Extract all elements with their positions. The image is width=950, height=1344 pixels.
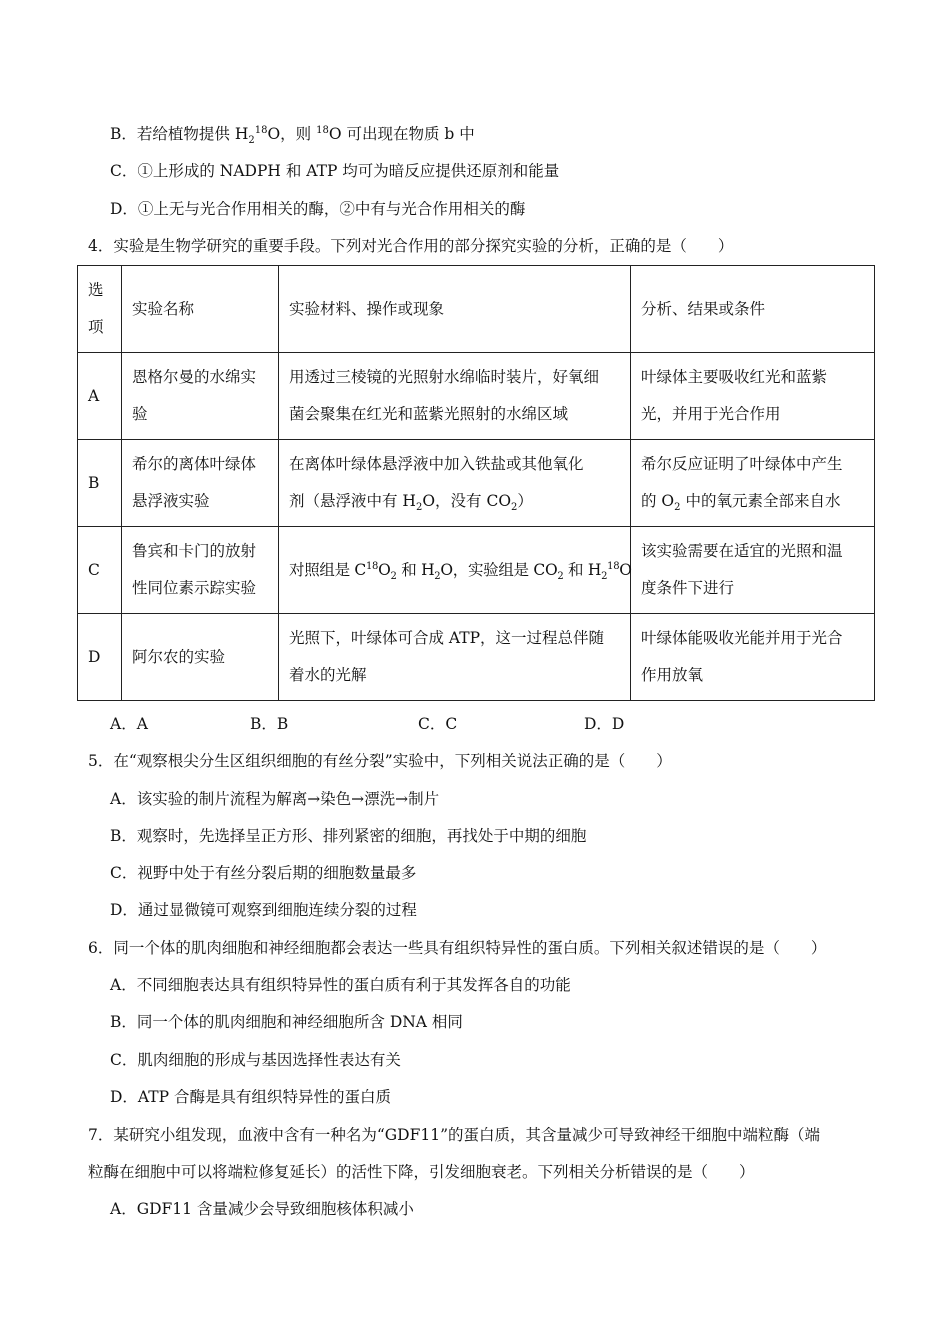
header-option: 选 项 — [78, 266, 122, 353]
answer-option: D．D — [584, 715, 625, 733]
table-row — [78, 353, 875, 440]
q6-option: C．肌肉细胞的形成与基因选择性表达有关 — [110, 1051, 401, 1069]
row-material: 用透过三棱镜的光照射水绵临时装片，好氧细 菌会聚集在红光和蓝紫光照射的水绵区域 — [279, 353, 631, 440]
q7-option: A．GDF11 含量减少会导致细胞核体积减小 — [110, 1200, 414, 1218]
answer-option: C．C — [418, 715, 458, 733]
row-option: C — [78, 527, 122, 614]
row-analysis: 叶绿体主要吸收红光和蓝紫 光，并用于光合作用 — [631, 353, 875, 440]
q5-option: D．通过显微镜可观察到细胞连续分裂的过程 — [110, 901, 417, 919]
experiment-table — [77, 265, 875, 701]
row-material: 对照组是 $C^{18}O_2$ 和 $H_2O$，实验组是 $CO_2$ 和 $H_2^{18}O$ — [279, 527, 631, 614]
row-analysis: 叶绿体能吸收光能并用于光合 作用放氧 — [631, 614, 875, 701]
q4-answer-options — [0, 714, 950, 734]
row-material: 光照下，叶绿体可合成 ATP，这一过程总伴随 着水的光解 — [279, 614, 631, 701]
q4-stem: 4．实验是生物学研究的重要手段。下列对光合作用的部分探究实验的分析，正确的是（ ） — [88, 237, 734, 255]
row-name: 恩格尔曼的水绵实 验 — [122, 353, 279, 440]
q6-option: B．同一个体的肌肉细胞和神经细胞所含 DNA 相同 — [110, 1013, 463, 1031]
header-analysis: 分析、结果或条件 — [631, 266, 875, 353]
q6-stem: 6．同一个体的肌肉细胞和神经细胞都会表达一些具有组织特异性的蛋白质。下列相关叙述错误的是（ ） — [88, 939, 827, 957]
answer-option: B．B — [250, 715, 289, 733]
table-row — [78, 614, 875, 701]
row-name: 希尔的离体叶绿体 悬浮液实验 — [122, 440, 279, 527]
table-row — [78, 440, 875, 527]
q6-option: A．不同细胞表达具有组织特异性的蛋白质有利于其发挥各自的功能 — [110, 976, 571, 994]
row-analysis: 希尔反应证明了叶绿体中产生 的 $O_2$ 中的氧元素全部来自水 — [631, 440, 875, 527]
q7-stem-line1: 7．某研究小组发现，血液中含有一种名为“GDF11”的蛋白质，其含量减少可导致神经干细胞中端粒酶（端 — [88, 1126, 820, 1144]
table-row — [78, 527, 875, 614]
q5-option: B．观察时，先选择呈正方形、排列紧密的细胞，再找处于中期的细胞 — [110, 827, 587, 845]
q6-option: D．ATP 合酶是具有组织特异性的蛋白质 — [110, 1088, 391, 1106]
q5-stem: 5．在“观察根尖分生区组织细胞的有丝分裂”实验中，下列相关说法正确的是（ ） — [88, 752, 672, 770]
row-analysis: 该实验需要在适宜的光照和温 度条件下进行 — [631, 527, 875, 614]
q3-option-b: B．若给植物提供 $H_2^{18}O$，则 $^{18}$O 可出现在物质 b 中 — [110, 124, 475, 147]
header-material: 实验材料、操作或现象 — [279, 266, 631, 353]
row-option: A — [78, 353, 122, 440]
row-name: 鲁宾和卡门的放射 性同位素示踪实验 — [122, 527, 279, 614]
q3-option-c: C．①上形成的 NADPH 和 ATP 均可为暗反应提供还原剂和能量 — [110, 162, 560, 180]
q3-option-d: D．①上无与光合作用相关的酶，②中有与光合作用相关的酶 — [110, 200, 526, 218]
row-option: B — [78, 440, 122, 527]
table-header-row — [78, 266, 875, 353]
q5-option: A．该实验的制片流程为解离→染色→漂洗→制片 — [110, 790, 440, 808]
header-name: 实验名称 — [122, 266, 279, 353]
q7-stem-line2: 粒酶在细胞中可以将端粒修复延长）的活性下降，引发细胞衰老。下列相关分析错误的是（ ） — [88, 1163, 755, 1181]
row-material: 在离体叶绿体悬浮液中加入铁盐或其他氧化 剂（悬浮液中有 $H_2O$，没有 $CO_2$） — [279, 440, 631, 527]
q5-option: C．视野中处于有丝分裂后期的细胞数量最多 — [110, 864, 417, 882]
row-option: D — [78, 614, 122, 701]
answer-option: A．A — [110, 715, 148, 733]
row-name: 阿尔农的实验 — [122, 614, 279, 701]
